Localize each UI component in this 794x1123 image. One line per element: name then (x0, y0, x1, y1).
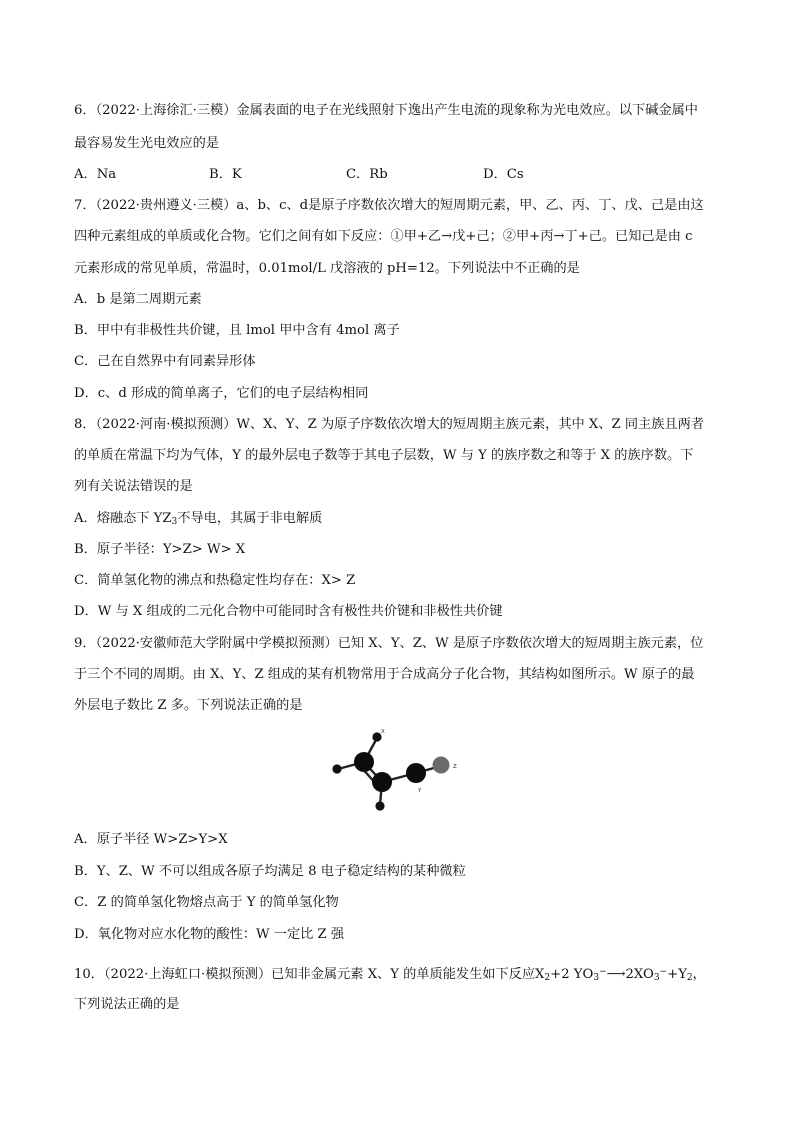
q9-option-a: A．原子半径 W>Z>Y>X (74, 832, 228, 847)
eq-yo3-charge: − (599, 967, 607, 977)
q9-option-b: B．Y、Z、W 不可以组成各原子均满足 8 电子稳定结构的某种微粒 (74, 864, 466, 879)
molecule-structure-figure (320, 722, 470, 820)
q8-option-a-subscript: 3 (171, 517, 178, 527)
q6-option-a: A．Na (74, 167, 117, 182)
q6-stem-line-2: 最容易发生光电效应的是 (74, 136, 220, 151)
atom-carbon-2 (372, 772, 392, 792)
q8-option-a (74, 509, 322, 532)
q10-stem-text: 10．（2022·上海虹口·模拟预测）已知非金属元素 X、Y 的单质能发生如下反应 (74, 967, 536, 982)
atom-x-left (332, 764, 341, 773)
q9-option-d: D．氧化物对应水化物的酸性：W 一定比 Z 强 (74, 927, 345, 942)
q6-option-b: B．K (209, 167, 242, 182)
reaction-arrow-icon: ⟶ (606, 967, 626, 982)
eq-y2-sub: 2 (686, 973, 693, 983)
eq-xo3: 2XO (625, 967, 654, 982)
eq-xo3-sub: 3 (653, 973, 660, 983)
q10-stem-line-2: 下列说法正确的是 (74, 997, 180, 1012)
q10-stem-line-1 (74, 962, 706, 988)
atom-y (406, 763, 426, 783)
q7-stem-line-1: 7．（2022·贵州遵义·三模）a、b、c、d是原子序数依次增大的短周期元素，甲、乙、丙、丁、戊、己是由这 (74, 198, 704, 213)
eq-xo3-charge: − (659, 967, 668, 977)
q6-option-d: D．Cs (483, 167, 524, 182)
q8-option-a-post: 不导电，其属于非电解质 (177, 511, 323, 526)
atom-x-bottom (375, 801, 384, 810)
q9-stem-line-1: 9．（2022·安徽师范大学附属中学模拟预测）已知 X、Y、Z、W 是原子序数依次增大的短周期主族元素，位 (74, 636, 704, 651)
atom-carbon-1 (354, 752, 374, 772)
q8-option-d: D．W 与 X 组成的二元化合物中可能同时含有极性共价键和非极性共价键 (74, 604, 503, 619)
atom-z (433, 757, 450, 774)
q8-stem-line-2: 的单质在常温下均为气体，Y 的最外层电子数等于其电子层数，W 与 Y 的族序数之和等于 X 的族序数。下 (74, 448, 694, 463)
q7-stem-line-2: 四种元素组成的单质或化合物。它们之间有如下反应：①甲+乙→戊+己；②甲+丙→丁+己。已知己是由 c (74, 229, 693, 244)
figure-label-y: Y (418, 788, 422, 794)
eq-yo3-sub: 3 (593, 973, 600, 983)
q7-option-a: A．b 是第二周期元素 (74, 292, 202, 307)
q9-option-c: C．Z 的简单氢化物熔点高于 Y 的简单氢化物 (74, 895, 339, 910)
q7-stem-line-3: 元素形成的常见单质，常温时，0.01mol/L 戊溶液的 pH=12。下列说法中不正确的是 (74, 261, 580, 276)
q8-option-b: B．原子半径：Y>Z> W> X (74, 542, 246, 557)
q9-stem-line-3: 外层电子数比 Z 多。下列说法正确的是 (74, 698, 303, 713)
eq-x2: X (535, 967, 545, 982)
eq-y2: +Y (667, 967, 687, 982)
q7-option-b: B．甲中有非极性共价键，且 lmol 甲中含有 4mol 离子 (74, 323, 400, 338)
q8-option-a-pre: A．熔融态下 YZ (74, 511, 172, 526)
q9-stem-line-2: 于三个不同的周期。由 X、Y、Z 组成的某有机物常用于合成高分子化合物，其结构如图所示。W 原子的最 (74, 667, 695, 682)
q8-stem-line-3: 列有关说法错误的是 (74, 479, 193, 494)
q6-stem-line-1: 6．（2022·上海徐汇·三模）金属表面的电子在光线照射下逸出产生电流的现象称为光电效应。以下碱金属中 (74, 103, 698, 118)
eq-tail: ， (692, 967, 706, 982)
eq-yo3: +2 YO (550, 967, 594, 982)
eq-x2-sub: 2 (544, 973, 551, 983)
figure-label-x: X (381, 729, 385, 735)
q6-option-c: C．Rb (346, 167, 388, 182)
q8-stem-line-1: 8．（2022·河南·模拟预测）W、X、Y、Z 为原子序数依次增大的短周期主族元素，其中 X、Z 同主族且两者 (74, 417, 704, 432)
figure-label-z: Z (453, 764, 457, 770)
q10-reaction-equation (535, 962, 706, 988)
q7-option-c: C．己在自然界中有同素异形体 (74, 354, 256, 369)
q7-option-d: D．c、d 形成的简单离子，它们的电子层结构相同 (74, 386, 369, 401)
q8-option-c: C．简单氢化物的沸点和热稳定性均存在：X> Z (74, 573, 356, 588)
